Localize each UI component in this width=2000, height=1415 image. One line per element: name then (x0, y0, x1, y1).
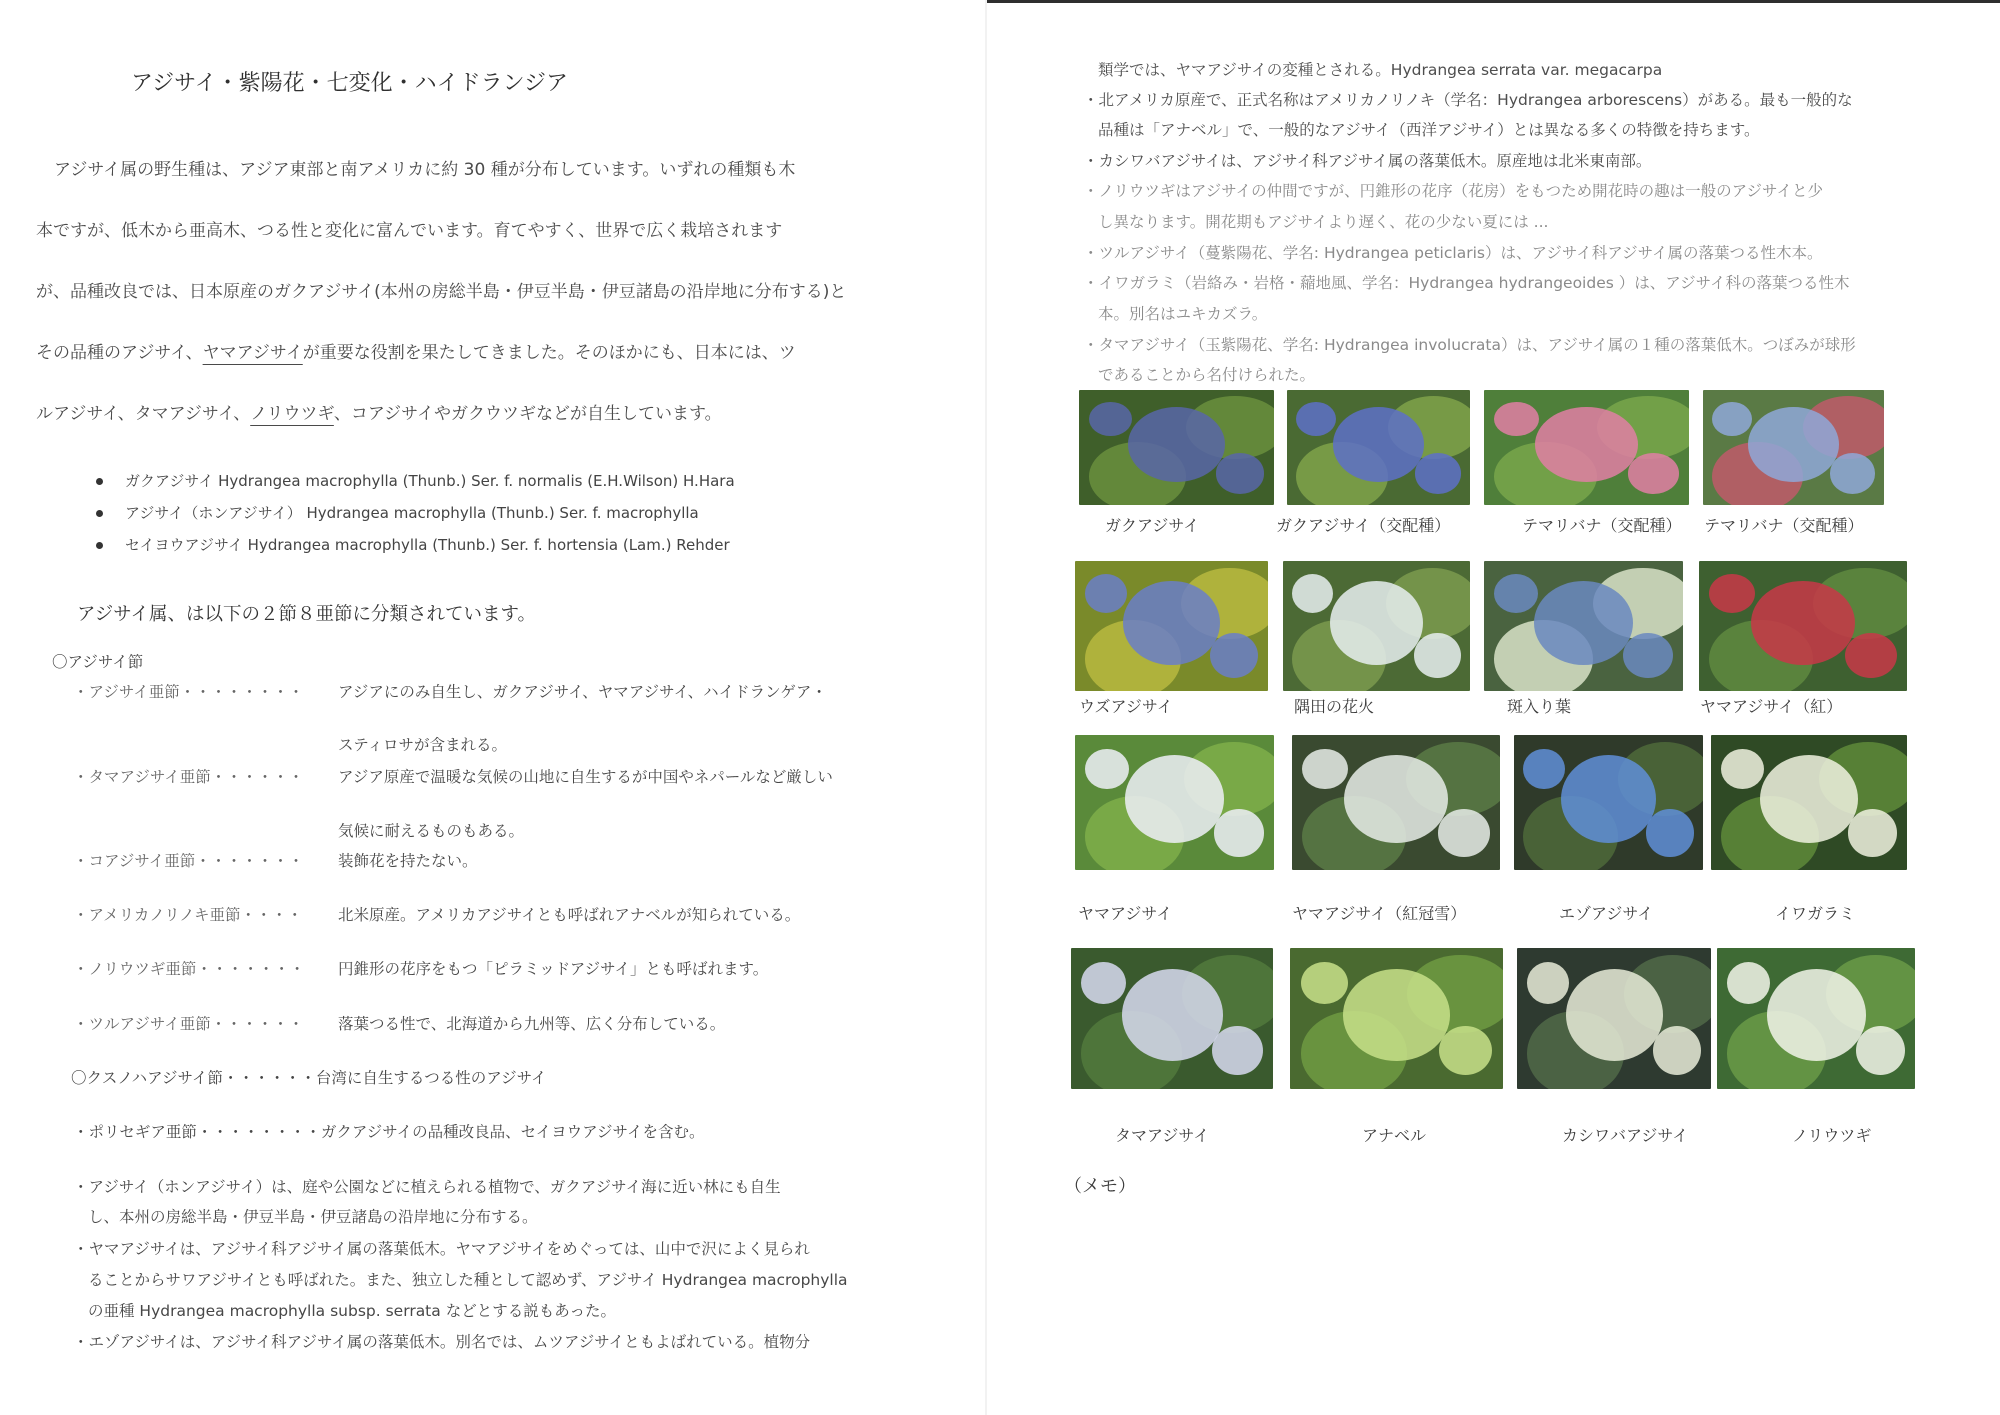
photo-shape (1414, 633, 1461, 679)
photo-shape (1296, 402, 1336, 437)
hydrangea-photo (1075, 561, 1268, 691)
photo-caption: テマリバナ（交配種） (1522, 516, 1682, 535)
term-desc: 気候に耐えるものもある。 (338, 822, 525, 840)
term-label: ・タマアジサイ亜節・・・・・・ (73, 768, 304, 786)
photo-shape (1081, 962, 1125, 1004)
intro-line-4-end: が重要な役割を果たしてきました。そのほかにも、日本には、ツ (302, 343, 796, 363)
photo-shape (1125, 755, 1225, 843)
photo-shape (1210, 633, 1258, 679)
photo-shape (1523, 749, 1565, 790)
bullet-text: アジサイ（ホンアジサイ） Hydrangea macrophylla (Thunb.) Ser. f. macrophylla (125, 504, 699, 522)
intro-line-1: アジサイ属の野生種は、アジア東部と南アメリカに約 30 種が分布しています。いずれの種類も木 (54, 160, 796, 180)
photo-shape (1709, 574, 1755, 613)
note-line: ・ツルアジサイ（蔓紫陽花、学名: Hydrangea peticlaris）は、アジサイ科アジサイ属の落葉つる性木本。 (1083, 244, 1823, 262)
left-page (0, 0, 985, 1415)
term-label: ・アジサイ亜節・・・・・・・・ (73, 683, 304, 701)
bullet-item (96, 502, 699, 523)
photo-caption: テマリバナ（交配種） (1704, 516, 1864, 535)
hydrangea-photo (1484, 390, 1689, 505)
section-ajisai: 〇アジサイ節 (52, 653, 144, 671)
hydrangea-photo (1514, 735, 1703, 870)
photo-caption: 隅田の花火 (1294, 697, 1375, 716)
hydrangea-photo (1283, 561, 1470, 691)
underlined-noriutsugi: ノリウツギ (250, 404, 334, 424)
photo-shape (1767, 969, 1866, 1061)
photo-shape (1848, 809, 1897, 856)
photo-shape (1721, 749, 1764, 790)
photo-shape (1760, 755, 1858, 843)
photo-shape (1216, 453, 1265, 493)
term-desc: 円錐形の花序をもつ「ピラミッドアジサイ」とも呼ばれます。 (338, 960, 769, 978)
page-title: アジサイ・紫陽花・七変化・ハイドランジア (131, 71, 569, 96)
term-label: ・ノリウツギ亜節・・・・・・・ (73, 960, 305, 978)
photo-caption: ガクアジサイ (1105, 516, 1200, 535)
term-desc: スティロサが含まれる。 (338, 736, 507, 754)
hydrangea-photo (1079, 390, 1274, 505)
intro-line-5-end: 、コアジサイやガクウツギなどが自生しています。 (333, 404, 722, 424)
photo-shape (1089, 402, 1132, 437)
photo-shape (1527, 962, 1570, 1004)
photo-shape (1845, 633, 1897, 679)
term-row (73, 680, 304, 702)
note-line: ・アジサイ（ホンアジサイ）は、庭や公園などに植えられる植物で、ガクアジサイ海に近い林にも自生 (73, 1178, 781, 1196)
photo-shape (1856, 1026, 1906, 1075)
note-line: ・ノリウツギはアジサイの仲間ですが、円錐形の花序（花房）をもつため開花時の趣は一般のアジサイと少 (1083, 182, 1823, 200)
photo-shape (1085, 749, 1129, 790)
photo-shape (1653, 1026, 1702, 1075)
hydrangea-photo (1699, 561, 1907, 691)
term-label: ・アメリカノリノキ亜節・・・・ (73, 906, 303, 924)
term-desc: 落葉つる性で、北海道から九州等、広く分布している。 (338, 1015, 726, 1033)
photo-shape (1534, 581, 1634, 666)
photo-shape (1214, 809, 1264, 856)
note-line: ることからサワアジサイとも呼ばれた。また、独立した種として認めず、アジサイ Hydrangea macrophylla (88, 1271, 848, 1289)
note-line: ・ヤマアジサイは、アジサイ科アジサイ属の落葉低木。ヤマアジサイをめぐっては、山中で沢によく見られ (73, 1240, 810, 1258)
hydrangea-photo (1071, 948, 1273, 1089)
photo-caption: ヤマアジサイ（紅冠雪） (1292, 904, 1467, 923)
photo-shape (1712, 402, 1752, 437)
bullet-item (96, 534, 730, 555)
photo-shape (1494, 402, 1539, 437)
photo-shape (1535, 407, 1638, 482)
photo-caption: カシワバアジサイ (1562, 1126, 1689, 1145)
term-label: ・コアジサイ亜節・・・・・・・ (73, 852, 304, 870)
term-desc: アジアにのみ自生し、ガクアジサイ、ヤマアジサイ、ハイドランゲア・ (338, 683, 827, 701)
photo-caption: イワガラミ (1775, 904, 1856, 923)
photo-shape (1123, 581, 1220, 666)
intro-line-4-start: その品種のアジサイ、 (36, 343, 203, 363)
photo-shape (1561, 755, 1656, 843)
photo-shape (1292, 574, 1333, 613)
note-line: し異なります。開花期もアジサイより遅く、花の少ない夏には ... (1098, 213, 1549, 231)
photo-shape (1128, 407, 1226, 482)
photo-caption: ガクアジサイ（交配種） (1276, 516, 1451, 535)
note-line: であることから名付けられた。 (1098, 366, 1316, 384)
intro-line-5 (36, 399, 722, 424)
underlined-yamaajisai: ヤマアジサイ (202, 343, 303, 363)
hydrangea-photo (1703, 390, 1884, 505)
photo-caption: アナベル (1362, 1126, 1427, 1145)
note-line: 本。別名はユキカズラ。 (1098, 305, 1268, 323)
photo-caption: ヤマアジサイ（紅） (1700, 697, 1843, 716)
hydrangea-photo (1717, 948, 1915, 1089)
note-line: ・エゾアジサイは、アジサイ科アジサイ属の落葉低木。別名では、ムツアジサイともよばれている。植物分 (73, 1333, 811, 1351)
photo-shape (1751, 581, 1855, 666)
photo-shape (1302, 749, 1348, 790)
photo-shape (1566, 969, 1663, 1061)
term-row-polysegia: ・ポリセギア亜節・・・・・・・・ガクアジサイの品種改良品、セイヨウアジサイを含む。 (73, 1123, 705, 1141)
hydrangea-photo (1075, 735, 1274, 870)
bullet-text: セイヨウアジサイ Hydrangea macrophylla (Thunb.) Ser. f. hortensia (Lam.) Rehder (125, 536, 730, 554)
photo-shape (1212, 1026, 1263, 1075)
photo-shape (1748, 407, 1839, 482)
term-desc: 装飾花を持たない。 (338, 852, 478, 870)
hydrangea-photo (1711, 735, 1907, 870)
photo-shape (1344, 755, 1448, 843)
hydrangea-photo (1290, 948, 1503, 1089)
photo-shape (1343, 969, 1450, 1061)
photo-shape (1085, 574, 1127, 613)
term-row (73, 957, 305, 979)
note-line: 品種は「アナベル」で、一般的なアジサイ（西洋アジサイ）とは異なる多くの特徴を持ちます。 (1098, 121, 1760, 139)
photo-shape (1415, 453, 1461, 493)
note-line: ・北アメリカ原産で、正式名称はアメリカノリノキ（学名：Hydrangea arborescens）がある。最も一般的な (1083, 91, 1853, 109)
photo-shape (1830, 453, 1875, 493)
note-line: ・イワガラミ（岩絡み・岩格・𧃴地風、学名：Hydrangea hydrangeoides ）は、アジサイ科の落葉つる性木 (1083, 274, 1850, 292)
bullet-dot (96, 542, 103, 549)
term-row (73, 849, 304, 871)
note-line: し、本州の房総半島・伊豆半島・伊豆諸島の沿岸地に分布する。 (88, 1208, 538, 1226)
note-line: 類学では、ヤマアジサイの変種とされる。Hydrangea serrata var. megacarpa (1098, 61, 1663, 79)
classification-heading: アジサイ属、は以下の２節８亜節に分類されています。 (77, 604, 536, 625)
photo-shape (1727, 962, 1771, 1004)
photo-caption: エゾアジサイ (1559, 904, 1654, 923)
term-row (73, 1012, 304, 1034)
term-row (73, 765, 304, 787)
photo-caption: ノリウツギ (1792, 1126, 1872, 1145)
hydrangea-photo (1292, 735, 1500, 870)
photo-shape (1330, 581, 1424, 666)
hydrangea-photo (1517, 948, 1711, 1089)
photo-caption: タマアジサイ (1115, 1126, 1210, 1145)
photo-shape (1646, 809, 1693, 856)
intro-line-5-start: ルアジサイ、タマアジサイ、 (36, 404, 251, 424)
intro-line-4 (36, 338, 796, 363)
bullet-item (96, 470, 735, 491)
bullet-dot (96, 510, 103, 517)
photo-caption: ウズアジサイ (1079, 697, 1173, 716)
term-desc: アジア原産で温暖な気候の山地に自生するが中国やネパールなど厳しい (338, 768, 833, 786)
photo-shape (1439, 1026, 1492, 1075)
hydrangea-photo (1484, 561, 1683, 691)
page-fold (985, 0, 987, 1415)
bullet-text: ガクアジサイ Hydrangea macrophylla (Thunb.) Ser. f. normalis (E.H.Wilson) H.Hara (125, 472, 735, 490)
photo-shape (1122, 969, 1223, 1061)
photo-shape (1628, 453, 1679, 493)
photo-shape (1623, 633, 1673, 679)
photo-caption: 斑入り葉 (1507, 697, 1572, 716)
note-line: ・タマアジサイ（玉紫陽花、学名: Hydrangea involucrata）は、アジサイ属の１種の落葉低木。つぼみが球形 (1083, 336, 1856, 354)
photo-shape (1333, 407, 1425, 482)
intro-line-2: 本ですが、低木から亜高木、つる性と変化に富んでいます。育てやすく、世界で広く栽培されます (36, 221, 783, 241)
photo-shape (1438, 809, 1490, 856)
photo-shape (1494, 574, 1538, 613)
note-line: の亜種 Hydrangea macrophylla subsp. serrata などとする説もあった。 (88, 1302, 617, 1320)
note-line: ・カシワバアジサイは、アジサイ科アジサイ属の落葉低木。原産地は北米東南部。 (1083, 152, 1652, 170)
hydrangea-photo (1287, 390, 1470, 505)
term-label: ・ツルアジサイ亜節・・・・・・ (73, 1015, 304, 1033)
term-desc: 北米原産。アメリカアジサイとも呼ばれアナベルが知られている。 (338, 906, 801, 924)
section-kusunoha: 〇クスノハアジサイ節・・・・・・台湾に自生するつる性のアジサイ (71, 1069, 547, 1087)
photo-caption: ヤマアジサイ (1078, 904, 1173, 923)
bullet-dot (96, 478, 103, 485)
memo-label: （メモ） (1064, 1176, 1136, 1197)
photo-shape (1301, 962, 1348, 1004)
term-row (73, 903, 303, 925)
intro-line-3: が、品種改良では、日本原産のガクアジサイ(本州の房総半島・伊豆半島・伊豆諸島の沿岸地に分布する)と (36, 282, 847, 302)
